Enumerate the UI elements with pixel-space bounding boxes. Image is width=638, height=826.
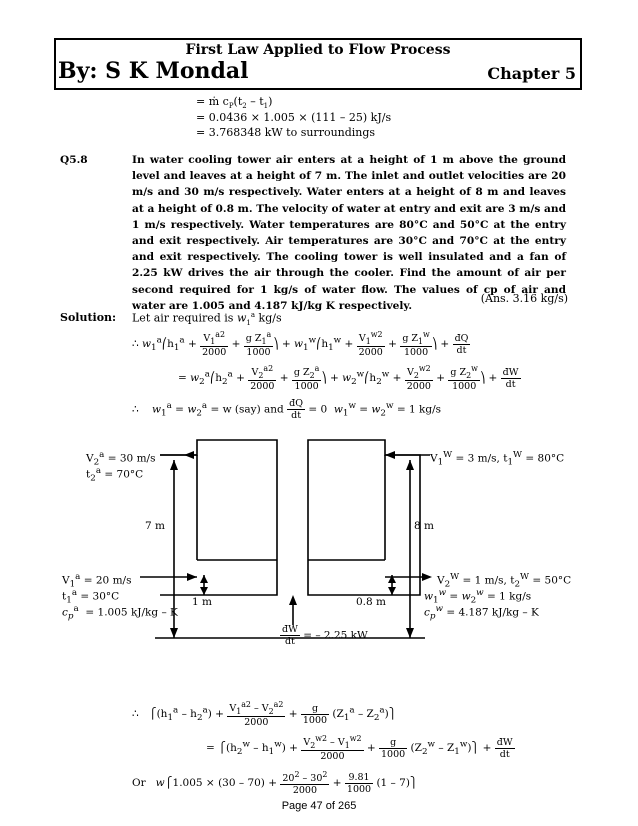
condition-line: ∴ $w_1^a = w_2^a = w$ (say) and $\frac{đQ}{dt}$ = 0 $w_1^w = w_2^w = 1$ kg/s [132,398,442,421]
air-out-velocity: $V_2^a = 30$ m/s [86,450,156,468]
air-out-temp: $t_2^a = 70^\circ C$ [86,466,144,484]
header-author: By: S K Mondal [58,58,249,84]
question-number: Q5.8 [60,154,88,166]
prev-line-2: = 0.0436 × 1.005 × (111 – 25) kJ/s [196,111,392,124]
energy-eq-2: = $w_2^a⎛h_2^a$ + $\frac{V_2^{a2}}{2000}$ + $\frac{g Z_2^a}{1000}$ ⎞ + $w_2^w⎛h_2^w$ + $\frac{V_2^{w2}}{2000}$ + $\frac{g Z_2^w}{1000}$ ⎞ + $\frac{đW}{dt}$ [178,364,519,393]
height-8m-label: 8 m [414,520,434,532]
question-text: In water cooling tower air enters at a height of 1 m above the ground level and leaves at a height of 7 m. The inlet and outlet velocities are 20 m/s and 30 m/s respectively. Water enters at a height of 8 m and leaves at a height of 0.8 m. The velocity of water at entry and exit are 3 m/s and 1 m/s respectively. Water temperatures are 80°C and 50°C at the entry and exit respectively. Air temperatures are 30°C and 70°C at the entry and exit respectively. The cooling tower is well insulated and a fan of 2.25 kW drives the air through the cooler. Find the amount of air per second required for 1 kg/s of water flow. The values of cp of air and water are 1.005 and 4.187 kJ/kg K respectively. [132,154,566,312]
air-in-temp: $t_1^a = 30^\circ C$ [62,588,120,606]
solution-intro: Let air required is $w_1^a$ kg/s [132,311,282,327]
prev-line-3: = 3.768348 kW to surroundings [196,126,376,139]
air-cp: $c_p^a = 1.005$ kJ/kg – K [62,604,178,622]
water-cp: $c_p^w = 4.187$ kJ/kg – K [424,604,539,622]
height-1m-label: 1 m [192,596,212,608]
fan-power: $\frac{đW}{dt}$ = – 2.25 kW [282,624,368,647]
header-chapter: Chapter 5 [487,64,576,83]
result-eq-1: ∴ $⎧(h_1^a - h_2^a)$ + $\frac{V_1^{a2} - V_2^{a2}}{2000}$ + $\frac{g}{1000}$ ($Z_1^a$ – $Z_2^a)⎫$ [132,700,397,729]
height-7m-label: 7 m [145,520,165,532]
answer: (Ans. 3.16 kg/s) [480,292,568,305]
right-chamber-outline [308,440,420,595]
left-chamber-outline [160,440,277,595]
water-flow: $w_1^w = w_2^w = 1$ kg/s [424,588,532,606]
water-out-label: $V_2^W = 1$ m/s, $t_2^W = 50^\circ C$ [437,572,572,590]
solution-label: Solution: [60,311,117,324]
header-subtitle: First Law Applied to Flow Process [185,42,451,58]
prev-line-1: = ṁ $c_P(t_2 - t_1)$ [196,95,273,111]
height-08m-label: 0.8 m [356,596,386,608]
energy-eq-1: ∴ $w_1^a⎛h_1^a$ + $\frac{V_1^{a2}}{2000}$ + $\frac{g Z_1^a}{1000}$ ⎞ + $w_1^w⎛h_1^w$ + $\frac{V_1^{w2}}{2000}$ + $\frac{g Z_1^w}{1000}$ ⎞ + $\frac{đQ}{dt}$ [132,330,469,359]
water-in-label: $V_1^W = 3$ m/s, $t_1^W = 80^\circ C$ [430,450,565,468]
result-eq-3: Or w⎧1.005 × (30 – 70) + $\frac{20^2 - 30^2}{2000}$ + $\frac{9.81}{1000}$ (1 – 7)⎫ [132,770,418,797]
air-in-velocity: $V_1^a = 20$ m/s [62,572,132,590]
result-eq-2: = $⎧(h_2^w - h_1^w)$ + $\frac{V_2^{w2} - V_1^{w2}}{2000}$ + $\frac{g}{1000}$ ($Z_2^w$ – $Z_1^w)⎫$ + $\frac{đW}{dt}$ [206,734,513,763]
page-footer: Page 47 of 265 [281,800,357,812]
